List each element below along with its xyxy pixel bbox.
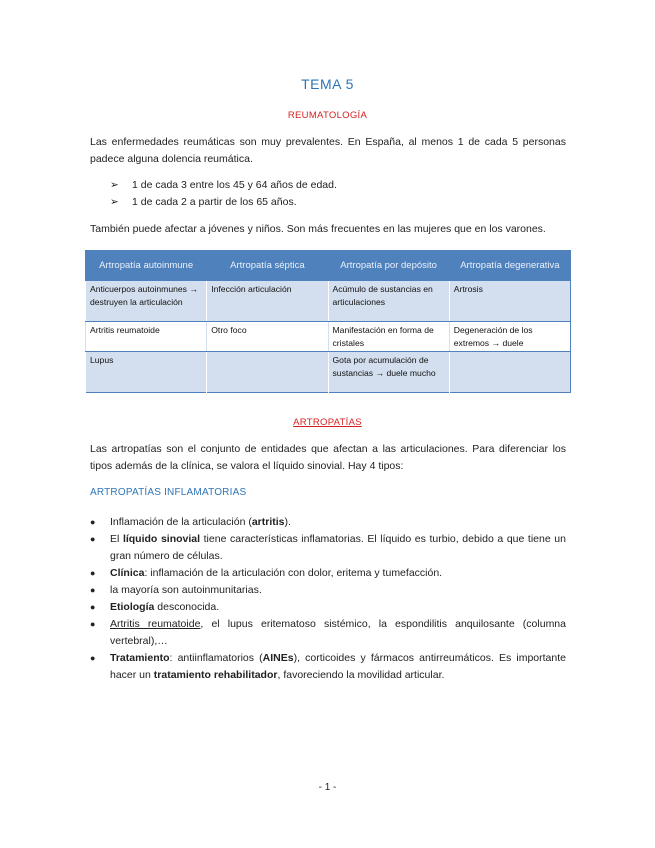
intro-paragraph-2: También puede afectar a jóvenes y niños. Son más frecuentes en las mujeres que en los varones.: [90, 223, 546, 235]
table-cell: [207, 352, 328, 393]
page-subtitle: REUMATOLOGÍA: [287, 110, 368, 121]
table-cell: Manifestación en forma de cristales: [328, 322, 449, 352]
bullet-list: [90, 514, 566, 684]
list-item-text: 1 de cada 2 a partir de los 65 años.: [132, 196, 297, 208]
arrow-list: [110, 177, 337, 211]
text-run: : inflamación de la articulación con dolor, eritema y tumefacción.: [144, 567, 443, 579]
table-cell: Degeneración de los extremos → duele: [449, 322, 570, 352]
list-item: [90, 531, 566, 565]
table-row: [86, 322, 571, 352]
text-run: la mayoría son autoinmunitarias.: [110, 584, 262, 596]
table-cell: Infección articulación: [207, 281, 328, 322]
bullet-icon: ●: [90, 517, 96, 527]
bold-term: Etiología: [110, 601, 155, 613]
table-header: Artropatía autoinmune: [86, 251, 207, 282]
table-cell: Artritis reumatoide: [86, 322, 207, 352]
text-run: ), corticoides y fármacos antirreumáticos. Es importante hacer un: [110, 652, 566, 681]
page-number: - 1 -: [318, 782, 337, 793]
page-title: TEMA 5: [301, 76, 354, 92]
table-header: Artropatía por depósito: [328, 251, 449, 282]
section-intro: Las artropatías son el conjunto de entidades que afectan a las articulaciones. Para diferenciar los tipos además de la clínica, se valora el líquido sinovial. Hay 4 tipos:: [90, 443, 566, 472]
text-run: El: [110, 533, 123, 545]
table-cell: Acúmulo de sustancias en articulaciones: [328, 281, 449, 322]
bold-term: artritis: [251, 516, 285, 528]
list-item: [90, 514, 566, 531]
table-cell: Gota por acumulación de sustancias → duele mucho: [328, 352, 449, 393]
bold-term: tratamiento rehabilitador: [153, 669, 278, 681]
bold-term: Tratamiento: [110, 652, 170, 664]
arrow-bullet-icon: ➢: [110, 196, 119, 208]
table-cell: Lupus: [86, 352, 207, 393]
list-item: [90, 616, 566, 650]
bullet-icon: ●: [90, 585, 96, 595]
bullet-icon: ●: [90, 602, 96, 612]
text-run: desconocida.: [154, 601, 220, 613]
bullet-icon: ●: [90, 653, 96, 663]
underlined-term: Artritis reumatoide: [110, 618, 201, 630]
subsection-heading: ARTROPATÍAS INFLAMATORIAS: [90, 487, 247, 498]
text-run: Inflamación de la articulación (: [110, 516, 252, 528]
list-item: [90, 582, 566, 599]
text-run: tiene características inflamatorias. El líquido es turbio, debido a que tiene un gran número de células.: [110, 533, 566, 562]
intro-paragraph: Las enfermedades reumáticas son muy prevalentes. En España, al menos 1 de cada 5 personas padece alguna dolencia reumática.: [90, 136, 566, 165]
bullet-icon: ●: [90, 534, 96, 544]
table-row: [86, 281, 571, 322]
text-run: , el lupus eritematoso sistémico, la espondilitis anquilosante (columna vertebral),…: [110, 618, 566, 647]
bullet-icon: ●: [90, 568, 96, 578]
list-item: [110, 177, 337, 194]
artropatias-table: [85, 250, 571, 393]
section-heading: ARTROPATÍAS: [293, 417, 362, 428]
bold-term: AINEs: [262, 652, 294, 664]
table-row: [86, 352, 571, 393]
table-header: Artropatía degenerativa: [449, 251, 570, 282]
table-header-row: [86, 251, 571, 282]
table-cell: Artrosis: [449, 281, 570, 322]
text-run: , favoreciendo la movilidad articular.: [277, 669, 445, 681]
text-run: : antiinflamatorios (: [169, 652, 263, 664]
list-item: [110, 194, 337, 211]
table-cell: [449, 352, 570, 393]
bold-term: Clínica: [110, 567, 145, 579]
table-cell: Anticuerpos autoinmunes → destruyen la articulación: [86, 281, 207, 322]
table-header: Artropatía séptica: [207, 251, 328, 282]
arrow-bullet-icon: ➢: [110, 179, 119, 191]
bold-term: líquido sinovial: [122, 533, 201, 545]
table-cell: Otro foco: [207, 322, 328, 352]
list-item: [90, 650, 566, 684]
list-item: [90, 599, 566, 616]
text-run: ).: [284, 516, 291, 528]
bullet-icon: ●: [90, 619, 96, 629]
list-item: [90, 565, 566, 582]
list-item-text: 1 de cada 3 entre los 45 y 64 años de edad.: [132, 179, 337, 191]
